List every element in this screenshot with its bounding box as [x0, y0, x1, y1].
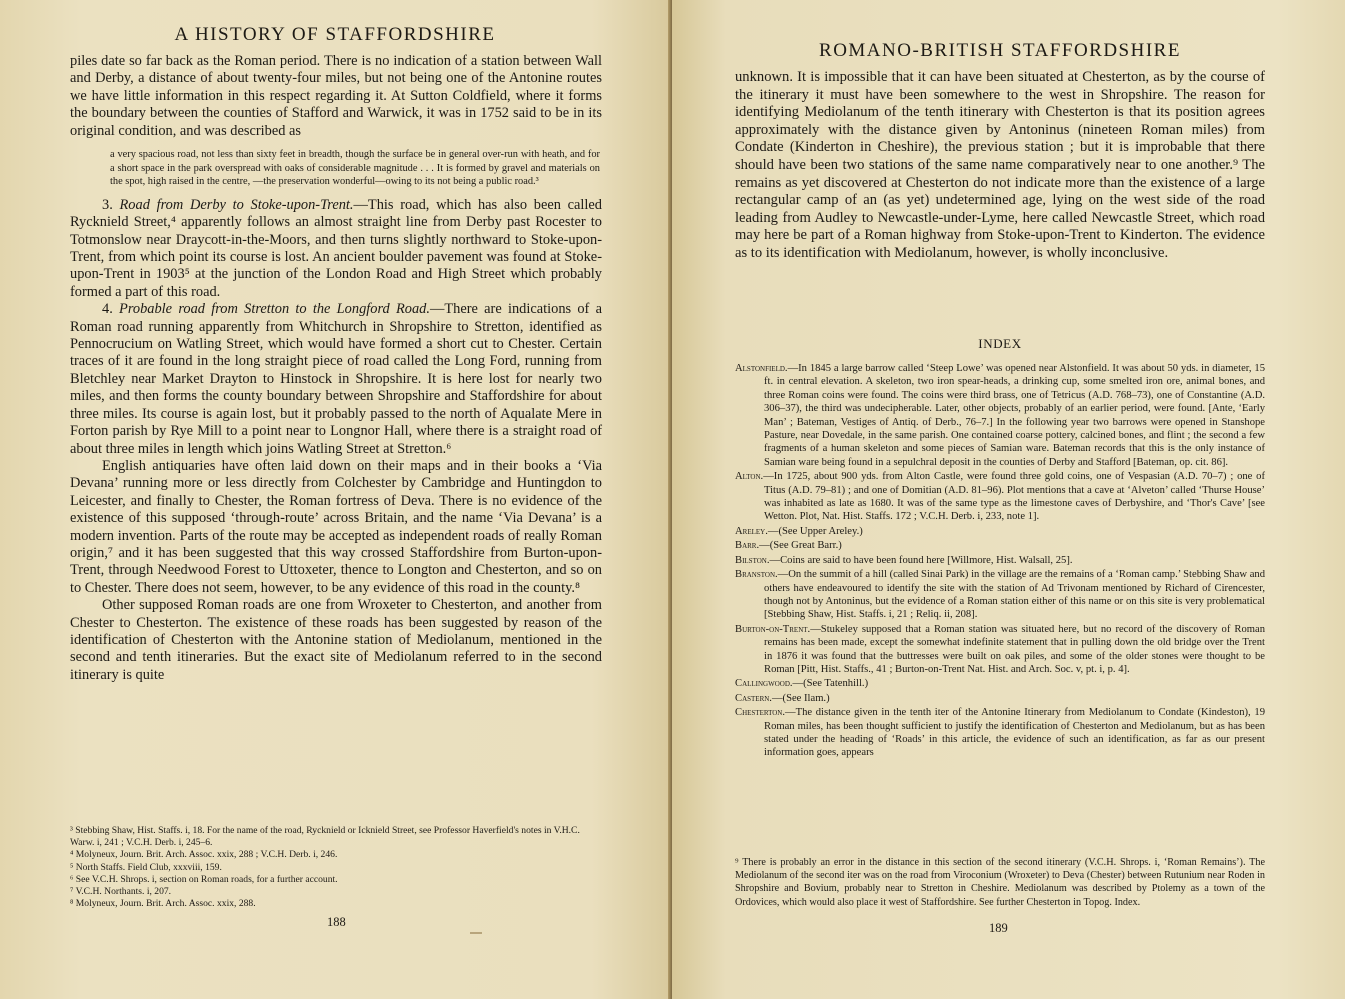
footnote: ⁴ Molyneux, Journ. Brit. Arch. Assoc. xxix, 288 ; V.C.H. Derb. i, 246.	[70, 849, 338, 861]
section-title: Road from Derby to Stoke-upon-Trent.	[119, 196, 354, 213]
block-quote: a very spacious road, not less than sixty feet in breadth, though the surface be in general over-run with heath, and for a short space in the park overspread with oaks of considerable magnitude . . . It is formed by gravel and materials on the spot, high raised in the centre, —the preservation wonderful—owing to its not being a public road.³	[110, 149, 600, 188]
footnote: ⁷ V.C.H. Northants. i, 207.	[70, 886, 172, 898]
running-head-left: A HISTORY OF STAFFORDSHIRE	[174, 24, 496, 45]
index-title: INDEX	[978, 336, 1022, 351]
footnotes-left	[70, 825, 602, 910]
index-entry	[735, 692, 1265, 705]
paragraph: unknown. It is impossible that it can have been situated at Chesterton, as by the course of the itinerary it must have been somewhere to the west in Shropshire. The reason for identifying Mediolanum of the tenth itinerary with Chesterton is that its position agrees approximately with the distance given by Antoninus (nineteen Roman miles) from Condate (Kinderton in Cheshire), the previous station ; but it is improbable that there should have been two stations of the same name comparatively near to one another.⁹ The remains as yet discovered at Chesterton do not indicate more than the existence of a large rectangular camp of an (as yet) undetermined age, lying on the west side of the road leading from Audley to Newcastle-under-Lyme, here called Newcastle Street, which road may here be part of a Roman highway from Stoke-upon-Trent to Kinderton. The evidence as to its identification with Mediolanum, however, is wholly inconclusive.	[735, 69, 1265, 261]
index-headword: Burton-on-Trent.	[735, 623, 811, 635]
index-entry	[735, 539, 1265, 552]
footnote: ⁶ See V.C.H. Shrops. i, section on Roman roads, for a further account.	[70, 873, 338, 885]
right-body-text	[735, 69, 1265, 263]
index-text: —On the summit of a hill (called Sinai Park) in the village are the remains of a ‘Roman camp.’ Stebbing Shaw and others have endeavoured to identify the site with the station of Ad Trivonam mentioned by Richard of Cirencester, though not by Antoninus, but the evidence of a Roman station either of this name or on this site is very problematical [Stebbing Shaw, Hist. Staffs. i, 21 ; Reliq. ii, 208].	[764, 569, 1265, 621]
paragraph: Other supposed Roman roads are one from Wroxeter to Chesterton, and another from Chester to Chesterton. The existence of these roads has been suggested by reason of the identification of Chesterton with the Antonine station of Mediolanum, mentioned in the second and tenth itineraries. But the exact site of Mediolanum referred to in the second itinerary is quite	[70, 597, 602, 683]
footnote: ³ Stebbing Shaw, Hist. Staffs. i, 18. For the name of the road, Rycknield or Icknield Street, see Professor Haverfield's notes in V.H.C. Warw. i, 241 ; V.C.H. Derb. i, 245–6.	[70, 825, 580, 849]
page-number-left: 188	[327, 915, 346, 929]
page-mark	[470, 932, 482, 934]
section-number: 4.	[102, 301, 113, 318]
index-text: —The distance given in the tenth iter of the Antonine Itinerary from Mediolanum to Condate (Kindeston), 19 Roman miles, has been thought sufficient to justify the identification of Chesterton and Mediolanum, but as has been stated under the heading of ‘Roads’ in this article, the evidence of such an identification, as far as our present information goes, appears	[764, 707, 1265, 759]
index-text: —Stukeley supposed that a Roman station was situated here, but no record of the discovery of Roman remains has been made, except the somewhat indefinite statement that in pulling down the old bridge over the Trent in 1876 it was found that the buttresses were built on oak piles, and some of the older stones were thought to be Roman [Pitt, Hist. Staffs., 41 ; Burton-on-Trent Nat. Hist. and Arch. Soc. v, pt. i, p. 4].	[764, 623, 1265, 675]
index-headword: Bilston.	[735, 554, 770, 566]
index-headword: Barr.	[735, 540, 760, 552]
index-entry	[735, 706, 1265, 760]
section-title: Probable road from Stretton to the Longford Road.	[119, 301, 430, 318]
footnote-right: ⁹ There is probably an error in the distance in this section of the second itinerary (V.C.H. Shrops. i, ‘Roman Remains’). The Mediolanum of the second iter was on the road from Viroconium (Wroxeter) to Deva (Chester) between Rutunium near Roden in Shropshire and Bovium, probably near to Stretton in Cheshire. Mediolanum was described by Ptolemy as a town of the Ordovices, which would also place it west of Staffordshire. See further Chesterton in Topog. Index.	[735, 857, 1265, 908]
footnote: ⁸ Molyneux, Journ. Brit. Arch. Assoc. xxix, 288.	[70, 898, 256, 910]
index-entry	[735, 623, 1265, 677]
page-number-right: 189	[989, 921, 1008, 935]
index-text: —(See Great Barr.)	[759, 540, 842, 552]
index-headword: Branston.	[735, 569, 778, 581]
index-entry	[735, 568, 1265, 622]
index-text: —(See Ilam.)	[771, 692, 830, 704]
index-entry	[735, 677, 1265, 690]
index-text: —Coins are said to have been found here [Willmore, Hist. Walsall, 25].	[769, 554, 1073, 566]
paragraph: English antiquaries have often laid down on their maps and in their books a ‘Via Devana’ running more or less directly from Colchester by Cambridge and Huntingdon to Leicester, and finally to Chester, the Roman fortress of Deva. There is no evidence of the existence of this supposed ‘through-route’ across Britain, and the name ‘Via Devana’ is a modern invention. Parts of the route may be accepted as independent roads of really Roman origin,⁷ and it has been suggested that this way crossed Staffordshire from Burton-upon-Trent, through Needwood Forest to Uttoxeter, thence to Longton and Chesterton, and so on to Chester. There does not seem, however, to be any evidence of this road in the county.⁸	[70, 457, 602, 596]
index-headword: Alstonfield.	[735, 363, 788, 374]
section-3	[70, 197, 602, 301]
index-text: —In 1845 a large barrow called ‘Steep Lowe’ was opened near Alstonfield. It was about 50 yds. in diameter, 15 ft. in central elevation. A skeleton, two iron spear-heads, a drinking cup, some smelted iron ore, animal bones, and three Roman coins were found. The coins were third brass, one of Tetricus (A.D. 768–73), one of Constantine (A.D. 306–37), the third was undecipherable. Later, other objects, probably of an earlier period, were found. [Ante, ‘Early Man’ ; Bateman, Vestiges of Antiq. of Derb., 76–7.] In the following year two barrows were opened in Stanshope Pasture, near Dovedale, in the same parish. One contained coarse pottery, calcined bones, and flint ; the second a few fragments of a human skeleton and some pieces of Samian ware. Bateman records that this is the only instance of Samian ware being found in a sepulchral deposit in the counties of Derby and Stafford [Bateman, op. cit. 86].	[764, 363, 1265, 468]
index-headword: Callingwood.	[735, 678, 793, 690]
section-text: —This road, which has also been called Rycknield Street,⁴ apparently follows an almost straight line from Derby past Rocester to Totmonslow near Draycott-in-the-Moors, and then turns slightly northward to Stoke-upon-Trent, from which point its course is lost. An ancient boulder pavement was found at Stoke-upon-Trent in 1903⁵ at the junction of the London Road and High Street which probably formed a part of this road.	[70, 196, 602, 300]
index-text: —(See Upper Areley.)	[767, 525, 863, 537]
section-number: 3.	[102, 196, 113, 213]
section-text: —There are indications of a Roman road running apparently from Whitchurch in Shropshire to Stretton, identified as Pennocrucium on Watling Street, which would have formed a short cut to Chester. Certain traces of it are found in the long straight piece of road called the Long Ford, running from Bletchley near Market Drayton to Hinstock in Shropshire. It is here lost for nearly two miles, and then forms the county boundary between Shropshire and Staffordshire for about three miles. Its course is again lost, but it probably passed to the north of Aqualate Mere in Forton parish by Rye Mill to a point near to Longnor Hall, where there is a straight road of about three miles in length which joins Watling Street at Stretton.⁶	[70, 301, 602, 457]
index-entry	[735, 525, 1265, 538]
section-4	[70, 301, 602, 458]
index-entry	[735, 554, 1265, 567]
footnote: ⁵ North Staffs. Field Club, xxxviii, 159.	[70, 861, 222, 873]
paragraph: piles date so far back as the Roman period. There is no indication of a station between Wall and Derby, a distance of about twenty-four miles, but not being one of the Antonine routes we have little information in this respect regarding it. At Sutton Coldfield, where it forms the boundary between the counties of Stafford and Warwick, it was in 1752 said to be in its original condition, and was described as	[70, 53, 602, 139]
index-text: —(See Tatenhill.)	[792, 678, 869, 690]
left-page	[0, 0, 672, 999]
index-headword: Castern.	[735, 692, 772, 704]
index-list	[735, 362, 1265, 761]
index-headword: Areley.	[735, 525, 768, 537]
index-text: —In 1725, about 900 yds. from Alton Castle, were found three gold coins, one of Vespasian (A.D. 70–7) ; one of Titus (A.D. 79–81) ; and one of Domitian (A.D. 81–96). Plot mentions that a cave at ‘Alveton’ called ‘Thurse House’ was inhabited as late as 1680. It was of the same type as the limestone caves of Derbyshire, and ‘Thor's Cave’ [see Wetton. Plot, Nat. Hist. Staffs. 172 ; V.C.H. Derb. i, 233, note 1].	[763, 471, 1265, 523]
index-entry	[735, 470, 1265, 524]
index-entry	[735, 362, 1265, 469]
index-headword: Alton.	[735, 471, 764, 483]
index-headword: Chesterton.	[735, 707, 785, 719]
running-head-right: ROMANO-BRITISH STAFFORDSHIRE	[819, 40, 1181, 61]
left-body-text	[70, 53, 602, 684]
